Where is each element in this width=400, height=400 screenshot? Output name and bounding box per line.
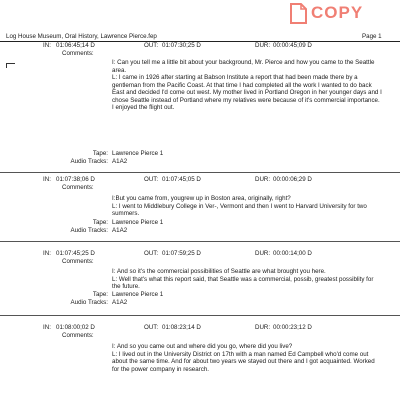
comments-text bbox=[112, 195, 382, 218]
answer: L: Well that's what this report said, that Seattle was a commercial, possib, greatest possiblity for the future. bbox=[112, 275, 374, 290]
tape-value: Lawrence Pierce 1 bbox=[112, 219, 164, 226]
in-timecode: 01:07:45;25 D bbox=[56, 250, 95, 257]
dur-label: DUR: bbox=[255, 250, 271, 257]
entry-divider bbox=[0, 315, 400, 316]
out-label: OUT: bbox=[144, 324, 159, 331]
tape-value: Lawrence Pierce 1 bbox=[112, 291, 164, 298]
tape-label: Tape: bbox=[92, 291, 108, 298]
comments-text bbox=[112, 59, 382, 112]
audio-value: A1A2 bbox=[112, 227, 128, 234]
out-timecode: 01:07:30;25 D bbox=[162, 42, 201, 49]
audio-label: Audio Tracks: bbox=[70, 299, 108, 306]
comments-label: Comments: bbox=[62, 184, 94, 191]
dur-timecode: 00:00:45;09 D bbox=[273, 42, 312, 49]
audio-value: A1A2 bbox=[112, 299, 128, 306]
dur-timecode: 00:00:06;29 D bbox=[273, 176, 312, 183]
question: I: And so you came out and where did you go, where did you live? bbox=[112, 343, 293, 350]
dur-label: DUR: bbox=[255, 176, 271, 183]
in-timecode: 01:06:45;14 D bbox=[56, 42, 95, 49]
in-label: IN: bbox=[43, 176, 51, 183]
in-label: IN: bbox=[43, 324, 51, 331]
in-label: IN: bbox=[43, 42, 51, 49]
question: I:But you came from, yougrew up in Boston area, originally, right? bbox=[112, 195, 291, 202]
out-label: OUT: bbox=[144, 176, 159, 183]
entry-divider bbox=[0, 172, 400, 173]
comments-label: Comments: bbox=[62, 258, 94, 265]
margin-mark bbox=[6, 63, 15, 68]
comments-label: Comments: bbox=[62, 332, 94, 339]
comments-text bbox=[112, 268, 382, 291]
in-timecode: 01:08:00;02 D bbox=[56, 324, 95, 331]
out-timecode: 01:07:45;05 D bbox=[162, 176, 201, 183]
answer: L: I went to Middlebury College in Ver-, Vermont and then I went to Harvard University for two summers. bbox=[112, 202, 367, 217]
page-number: Page 1 bbox=[362, 33, 382, 40]
audio-value: A1A2 bbox=[112, 158, 128, 165]
dur-label: DUR: bbox=[255, 42, 271, 49]
entry-divider bbox=[0, 241, 400, 242]
in-label: IN: bbox=[43, 250, 51, 257]
audio-label: Audio Tracks: bbox=[70, 158, 108, 165]
in-timecode: 01:07:38;06 D bbox=[56, 176, 95, 183]
out-label: OUT: bbox=[144, 250, 159, 257]
copy-label: COPY bbox=[311, 3, 364, 22]
dur-timecode: 00:00:14;00 D bbox=[273, 250, 312, 257]
answer: L: I came in 1926 after starting at Babson Institute a report that had been made there by a gentleman from the Pacific Coast. At that time I had completed all the work I wanted to do back East and decided I'd come out west. My mother lived in Portland Oregon in her younger days and I chose Seattle instead of Portland where my relatives were because of it's commercial importance. I enjoyed the flight out. bbox=[112, 74, 382, 111]
tape-value: Lawrence Pierce 1 bbox=[112, 150, 164, 157]
copy-stamp bbox=[288, 2, 366, 26]
comments-text bbox=[112, 343, 382, 373]
document-icon bbox=[290, 3, 307, 24]
tape-label: Tape: bbox=[92, 150, 108, 157]
dur-label: DUR: bbox=[255, 324, 271, 331]
question: I: Can you tell me a little bit about your background, Mr. Pierce and how you came to the Seattle area. bbox=[112, 59, 375, 74]
question: I: And so it's the commercial possibilities of Seattle are what brought you here. bbox=[112, 268, 326, 275]
dur-timecode: 00:00:23;12 D bbox=[273, 324, 312, 331]
tape-label: Tape: bbox=[92, 219, 108, 226]
audio-label: Audio Tracks: bbox=[70, 227, 108, 234]
out-timecode: 01:08:23;14 D bbox=[162, 324, 201, 331]
comments-label: Comments: bbox=[62, 50, 94, 57]
answer: L: I lived out in the University District on 17th with a man named Ed Campbell who'd come out about the same time. And for about two years we stayed out there and I got acquainted. Worked for the power company in research. bbox=[112, 350, 375, 373]
out-label: OUT: bbox=[144, 42, 159, 49]
out-timecode: 01:07:59;25 D bbox=[162, 250, 201, 257]
document-title: Log House Museum, Oral History, Lawrence Pierce.fep bbox=[6, 33, 157, 40]
